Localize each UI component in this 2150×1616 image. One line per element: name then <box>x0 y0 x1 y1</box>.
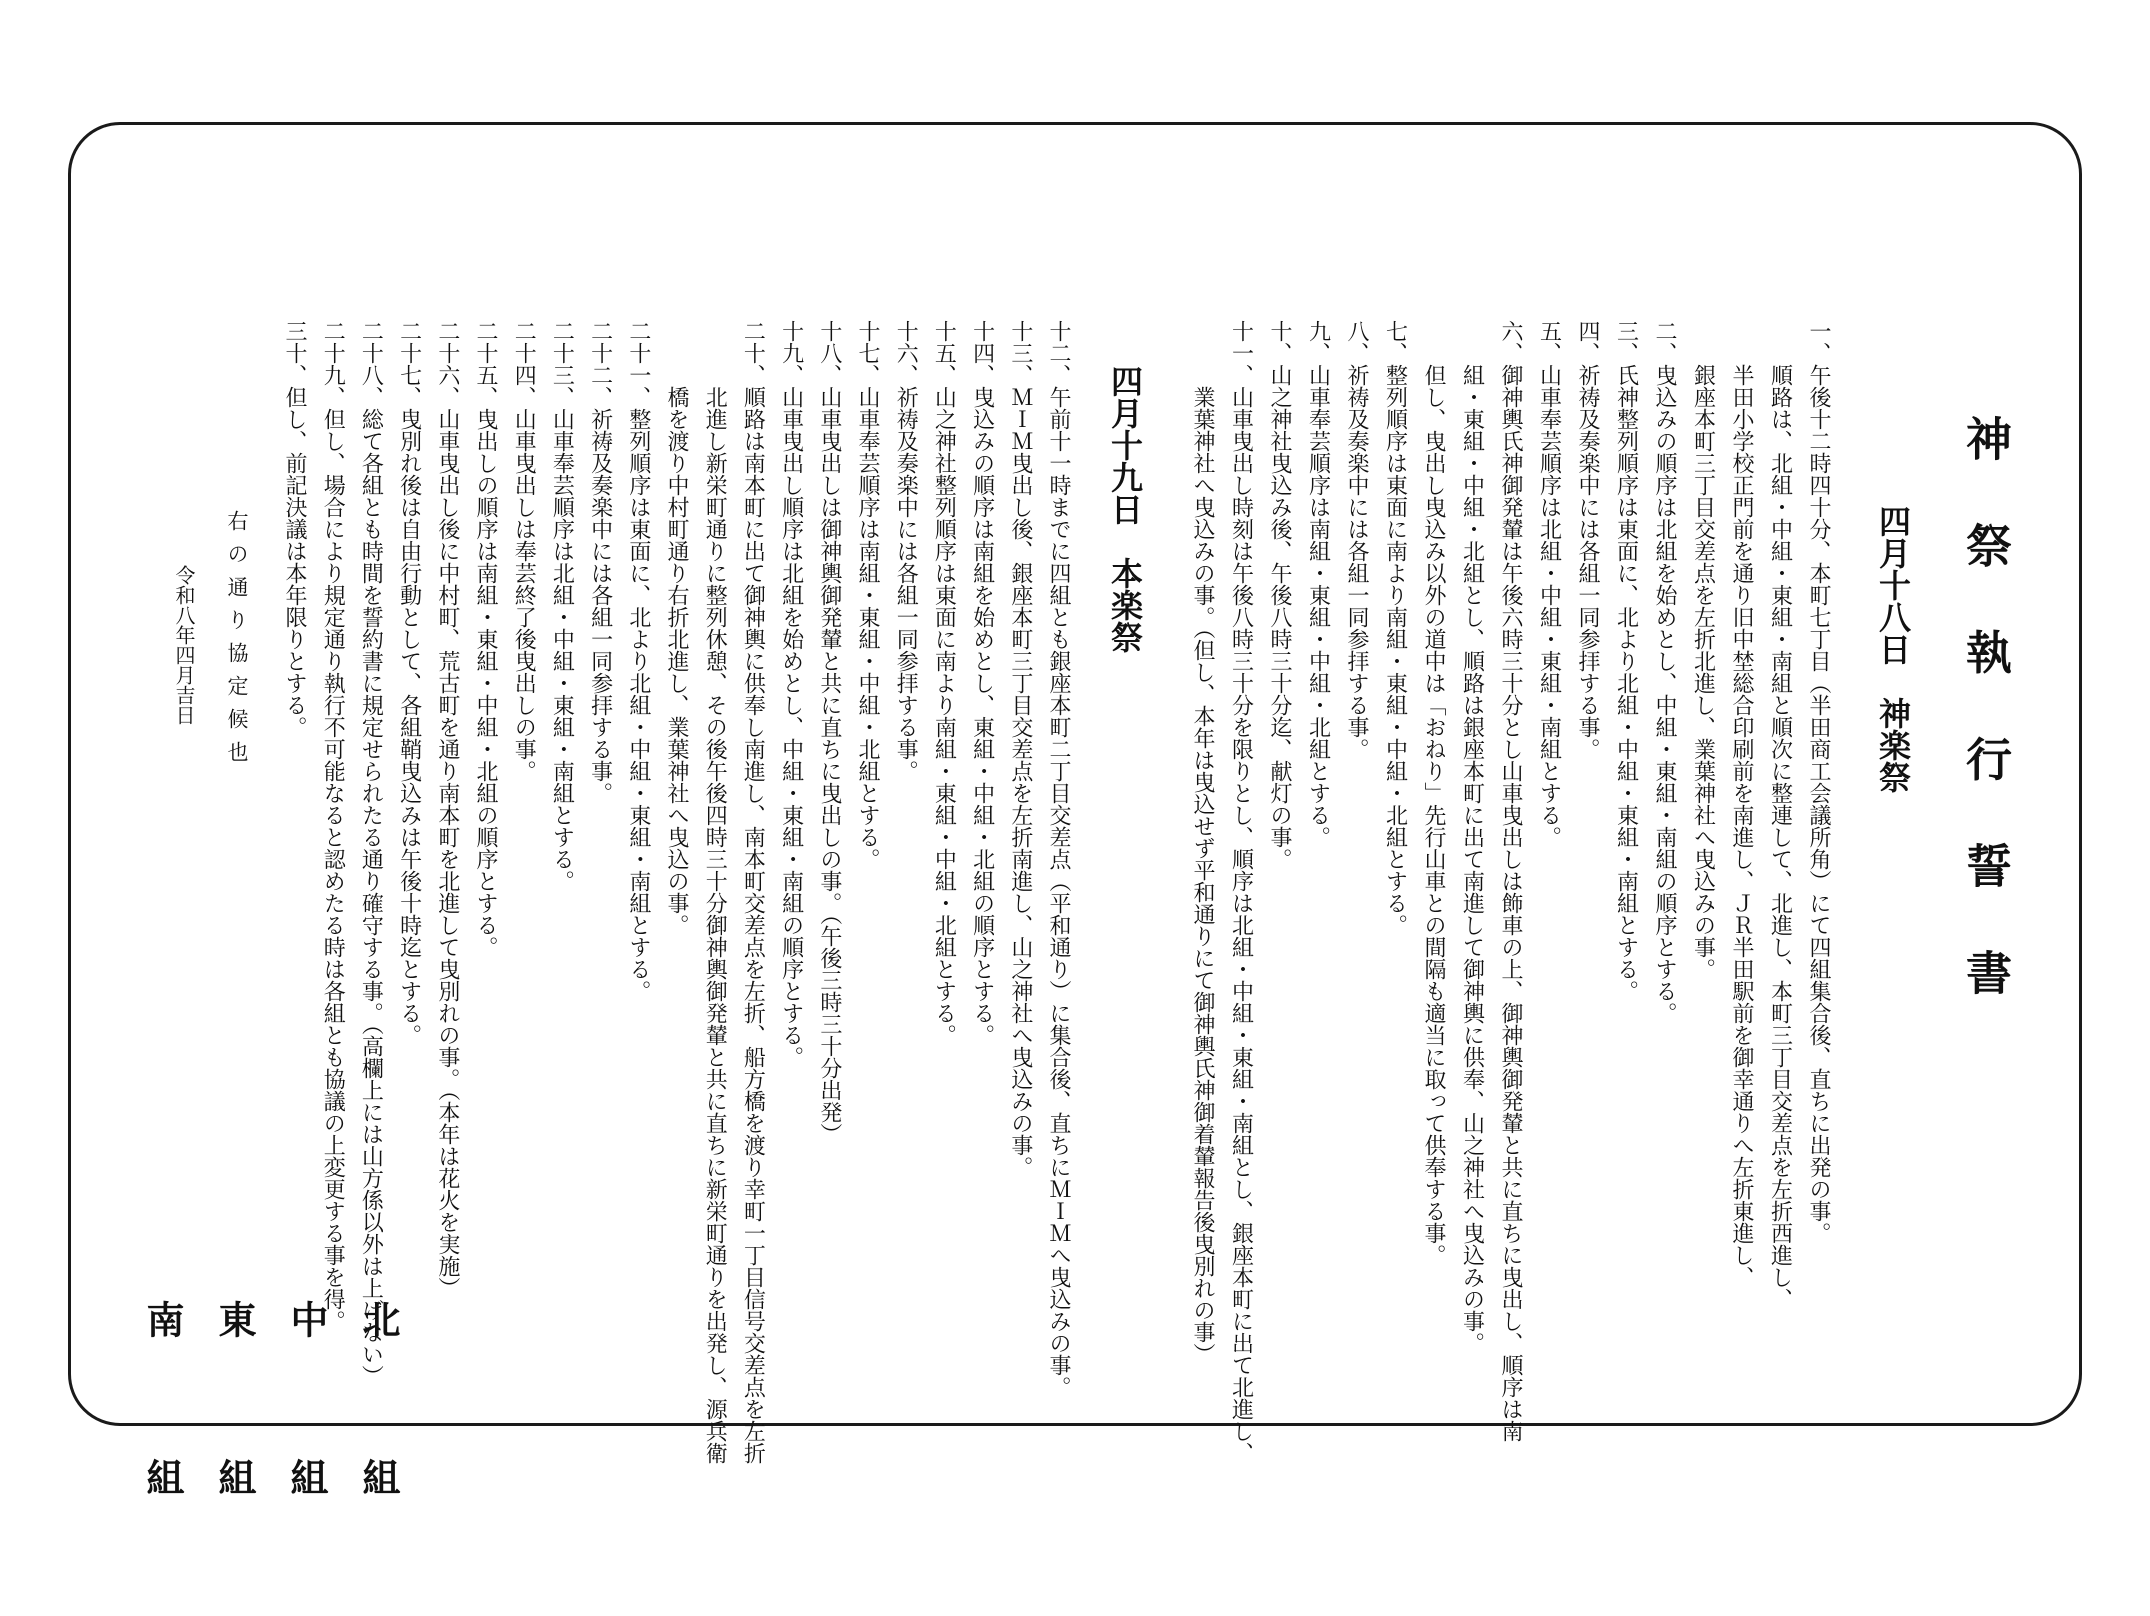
article-line: 十四、曳込みの順序は南組を始めとし、東組・中組・北組の順序とする。 <box>969 320 995 1046</box>
document-date: 令和八年四月吉日 <box>172 565 196 725</box>
article-line: 二、曳込みの順序は北組を始めとし、中組・東組・南組の順序とする。 <box>1652 320 1677 1024</box>
article-line: 但し、曳出し曳込み以外の道中は「おねり」先行山車との間隔も適当に取って供奉する事。 <box>1421 320 1446 1266</box>
article-line: 十一、山車曳出し時刻は午後八時三十分を限りとし、順序は北組・中組・東組・南組とし、銀座本町に出て北進し、 <box>1228 320 1254 1464</box>
closing-statement: 右の通り協定候也 <box>225 510 249 774</box>
document-title: 神祭執行誓書 <box>1959 415 2013 995</box>
article-line: 十六、祈祷及奏楽中には各組一同参拝する事。 <box>893 320 919 782</box>
article-line: 十五、山之神社整列順序は東面に南より南組・東組・中組・北組とする。 <box>931 320 957 1046</box>
article-line: 二十四、山車曳出しは奉芸終了後曳出しの事。 <box>511 320 537 782</box>
article-line: 銀座本町三丁目交差点を左折北進し、業葉神社へ曳込みの事。 <box>1690 320 1716 980</box>
article-line: 四、祈祷及奏楽中には各組一同参拝する事。 <box>1575 320 1600 760</box>
article-line: 二十二、祈祷及奏楽中には各組一同参拝する事。 <box>587 320 613 804</box>
article-line: 十二、午前十一時までに四組とも銀座本町二丁目交差点（平和通り）に集合後、直ちにＭＩＭへ曳込みの事。 <box>1046 320 1071 1398</box>
article-line: 二十九、但し、場合により規定通り執行不可能なると認めたる時は各組とも協議の上変更する事を得。 <box>320 320 346 1332</box>
article-line: 二十、順路は南本町に出て御神輿に供奉し南進し、南本町交差点を左折、船方橋を渡り幸町一丁目信号交差点を左折 <box>740 320 766 1464</box>
article-line: 三、氏神整列順序は東面に、北より北組・中組・東組・南組とする。 <box>1613 320 1639 1002</box>
article-line: 十、山之神社曳込み後、午後八時三十分迄、献灯の事。 <box>1267 320 1292 870</box>
article-line: 二十三、山車奉芸順序は北組・中組・東組・南組とする。 <box>549 320 575 892</box>
article-line: 七、整列順序は東面に南より南組・東組・中組・北組とする。 <box>1382 320 1408 936</box>
article-line: 十三、ＭＩＭ曳出し後、銀座本町三丁目交差点を左折南進し、山之神社へ曳込みの事。 <box>1007 320 1033 1178</box>
article-line: 業葉神社へ曳込みの事。（但し、本年は曳込せず平和通りにて御神輿氏神御着輦報告後曳別れの事） <box>1190 320 1215 1365</box>
article-line: 一、午後十二時四十分、本町七丁目（半田商工会議所角）にて四組集合後、直ちに出発の事。 <box>1806 320 1831 1244</box>
article-line: 二十五、曳出しの順序は南組・東組・中組・北組の順序とする。 <box>473 320 498 958</box>
article-line: 橋を渡り中村町通り右折北進し、業葉神社へ曳込の事。 <box>664 320 689 936</box>
article-line: 三十、但し、前記決議は本年限りとする。 <box>282 320 307 738</box>
article-line: 二十七、曳別れ後は自由行動として、各組鞘曳込みは午後十時迄とする。 <box>396 320 422 1046</box>
article-line: 二十一、整列順序は東面に、北より北組・中組・東組・南組とする。 <box>625 320 651 1002</box>
signatory-name: 北組 <box>356 1300 401 1616</box>
article-line: 半田小学校正門前を通り旧中埜総合印刷前を南進し、ＪＲ半田駅前を御幸通りへ左折東進し、 <box>1729 320 1754 1288</box>
article-line: 二十六、山車曳出し後に中村町、荒古町を通り南本町を北進して曳別れの事。（本年は花火を実施） <box>434 320 460 1299</box>
article-line: 順路は、北組・中組・東組・南組と順次に整連して、北進し、本町三丁目交差点を左折西進し、 <box>1767 320 1793 1310</box>
article-line: 組・東組・中組・北組とし、順路は銀座本町に出て南進して御神輿に供奉、山之神社へ曳込みの事。 <box>1459 320 1485 1354</box>
article-line: 九、山車奉芸順序は南組・東組・中組・北組とする。 <box>1305 320 1331 848</box>
section-heading-april-18: 四月十八日 神楽祭 <box>1874 505 1912 793</box>
article-line: 五、山車奉芸順序は北組・中組・東組・南組とする。 <box>1536 320 1562 848</box>
article-line: 十八、山車曳出しは御神輿御発輦と共に直ちに曳出しの事。（午後三時三十分出発） <box>816 320 842 1145</box>
document-frame <box>68 122 2082 1616</box>
article-line: 十九、山車曳出し順序は北組を始めとし、中組・東組・南組の順序とする。 <box>778 320 804 1068</box>
section-heading-april-19: 四月十九日 本楽祭 <box>1106 365 1144 653</box>
signatory-name: 中組 <box>284 1300 329 1616</box>
article-line: 二十八、総て各組とも時間を誓約書に規定せられたる通り確守する事。（高欄上には山方係以外は上げない） <box>358 320 384 1387</box>
article-line: 北進し新栄町通りに整列休憩、その後午後四時三十分御神輿御発輦と共に直ちに新栄町通りを出発し、源兵衛 <box>702 320 728 1464</box>
article-line: 六、御神輿氏神御発輦は午後六時三十分とし山車曳出しは飾車の上、御神輿御発輦と共に直ちに曳出し、順序は南 <box>1498 320 1523 1442</box>
signatory-name: 東組 <box>212 1300 257 1616</box>
article-line: 八、祈祷及奏楽中には各組一同参拝する事。 <box>1344 320 1369 760</box>
signatory-name: 南組 <box>140 1300 185 1616</box>
article-line: 十七、山車奉芸順序は南組・東組・中組・北組とする。 <box>855 320 880 870</box>
